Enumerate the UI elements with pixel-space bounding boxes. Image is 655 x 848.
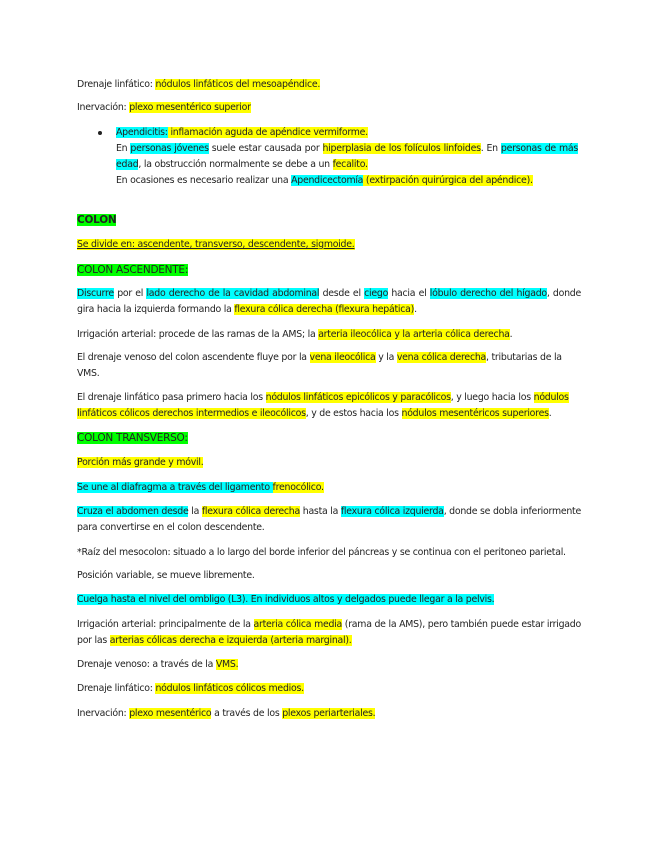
paragraph-cruza: Cruza el abdomen desde la flexura cólica derecha hasta la flexura cólica izquierda, donde se dobla inferiormente para convertirse en el colon descendente. [77,506,581,533]
paragraph-drenaje-linfatico-transverso: Drenaje linfático: nódulos linfáticos cólicos medios. [77,683,304,694]
heading-colon: COLON [77,214,117,226]
paragraph-inervacion-apendice: Inervación: plexo mesentérico superior [77,102,251,113]
heading-colon-transverso: COLON TRANSVERSO: [77,432,188,444]
paragraph-irrigacion-ascendente: Irrigación arterial: procede de las ramas de la AMS; la arteria ileocólica y la arteria cólica derecha. [77,329,513,340]
paragraph-drenaje-venoso-transverso: Drenaje venoso: a través de la VMS. [77,659,239,670]
paragraph-porcion: Porción más grande y móvil. [77,457,204,468]
bullet-apendicitis: Apendicitis: inflamación aguda de apéndice vermiforme. En personas jóvenes suele estar causada por hiperplasia de los folículos linfoides. En personas de más edad, la obstrucción normalmente se debe a un fecalito. En ocasiones es necesario realizar una Apendicectomía (extirpación quirúrgica del apéndice). [116,127,578,186]
bullet-icon [98,131,102,135]
paragraph-cuelga: Cuelga hasta el nivel del ombligo (L3). En individuos altos y delgados puede llegar a la pelvis. [77,594,495,605]
paragraph-drenaje-venoso-ascendente: El drenaje venoso del colon ascendente fluye por la vena ileocólica y la vena cólica derecha, tributarias de la VMS. [77,352,562,379]
paragraph-drenaje-linfatico-ascendente: El drenaje linfático pasa primero hacia los nódulos linfáticos epicólicos y paracólicos, y luego hacia los nódulos linfáticos cólicos derechos intermedios e ileocólicos, y de estos hacia los nódulos mesentéricos superiores. [77,392,569,419]
paragraph-irrigacion-transverso: Irrigación arterial: principalmente de la arteria cólica media (rama de la AMS), pero también puede estar irrigado por las arterias cólicas derecha e izquierda (arteria marginal). [77,619,581,646]
paragraph-discurre: Discurre por el lado derecho de la cavidad abdominal desde el ciego hacia el lóbulo derecho del hígado, donde gira hacia la izquierda formando la flexura cólica derecha (flexura hepática). [77,288,582,315]
paragraph-divisiones: Se divide en: ascendente, transverso, descendente, sigmoide. [77,239,355,250]
paragraph-inervacion-transverso: Inervación: plexo mesentérico a través de los plexos periarteriales. [77,708,376,719]
paragraph-diafragma: Se une al diafragma a través del ligamento frenocólico. [77,482,324,493]
heading-colon-ascendente: COLON ASCENDENTE: [77,264,189,276]
paragraph-posicion: Posición variable, se mueve libremente. [77,570,255,581]
paragraph-raiz-mesocolon: *Raíz del mesocolon: situado a lo largo del borde inferior del páncreas y se continua con el peritoneo parietal. [77,547,566,558]
paragraph-drenaje-linfatico-apendice: Drenaje linfático: nódulos linfáticos del mesoapéndice. [77,79,321,90]
